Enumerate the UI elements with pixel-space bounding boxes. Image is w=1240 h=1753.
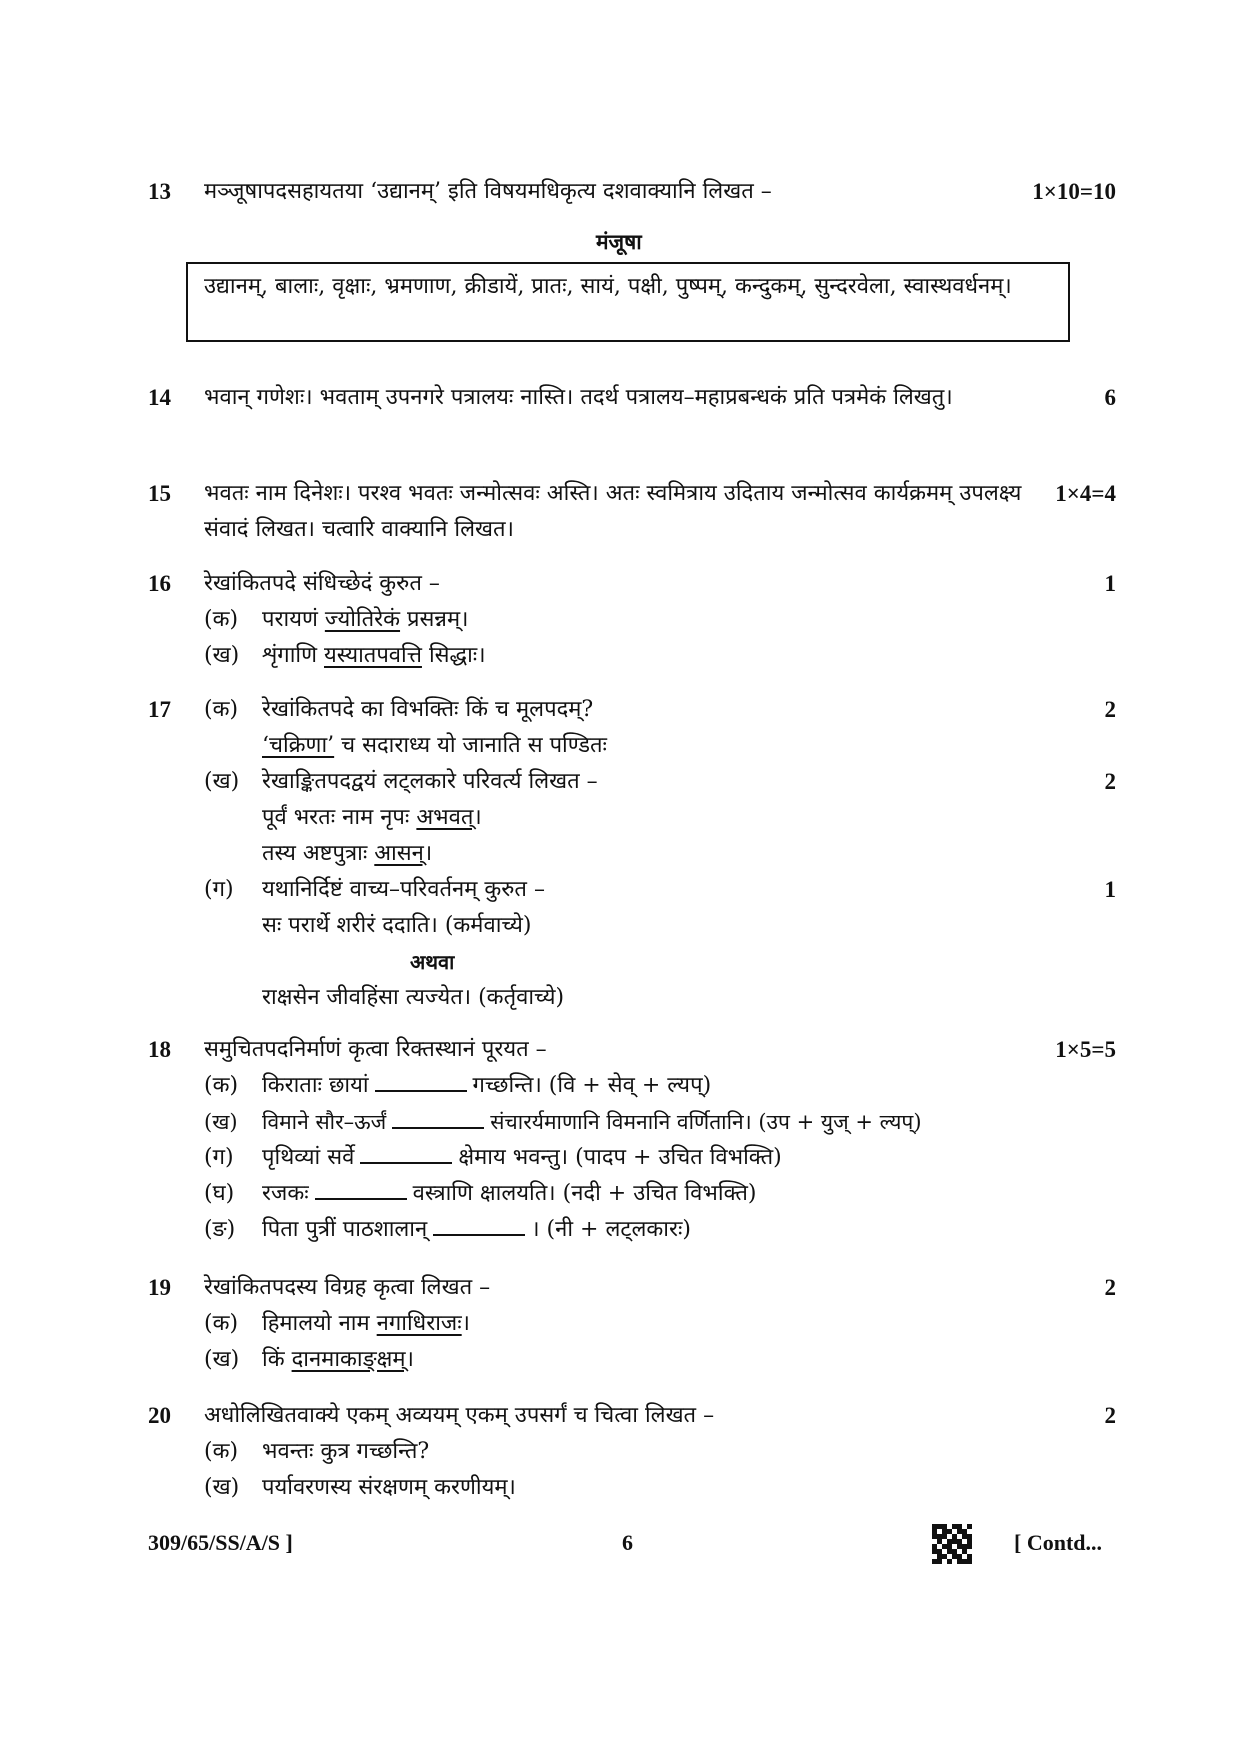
question-number: 13 [148, 179, 171, 204]
qr-code-icon [932, 1524, 972, 1564]
question-17 [148, 692, 1116, 1012]
sub-label: (ख) [204, 1475, 240, 1500]
question-text: समुचितपदनिर्माणं कृत्वा रिक्तस्थानं पूरयत – [204, 1037, 547, 1062]
or-label: अथवा [410, 950, 455, 974]
sub-item: (ङ) पिता पुत्रीं पाठशालान् । (नी + लट्लकारः) [204, 1212, 1124, 1248]
blank-line [433, 1212, 525, 1236]
question-marks: 1 [1104, 877, 1116, 902]
manjusha-box: उद्यानम्, बालाः, वृक्षाः, भ्रमणाण, क्रीडायें, प्रातः, सायं, पक्षी, पुष्पम्, कन्दुकम्, सुन्दरवेला, स्वास्थवर्धनम्। [186, 262, 1070, 342]
question-marks: 2 [1104, 769, 1116, 794]
sub-label: (क) [204, 697, 239, 722]
sub-line: राक्षसेन जीवहिंसा त्यज्येत। (कर्तृवाच्ये) [262, 985, 565, 1010]
question-13 [148, 174, 1116, 214]
question-text: भवतः नाम दिनेशः। परश्व भवतः जन्मोत्सवः अस्ति। अतः स्वमित्राय उदिताय जन्मोत्सव कार्यक्रमम् उपलक्ष्य संवादं लिखत। चत्वारि वाक्यानि लिखत। [204, 481, 1022, 542]
question-15 [148, 476, 1116, 550]
sub-label: (ग) [204, 1145, 234, 1170]
sub-line: तस्य अष्टपुत्राः आसन्। [262, 841, 433, 866]
sub-label: (ख) [204, 643, 240, 668]
blank-line [315, 1176, 407, 1200]
sub-line: सः परार्थे शरीरं ददाति। (कर्मवाच्ये) [262, 913, 532, 938]
sub-label: (ङ) [204, 1217, 236, 1242]
sub-item: (क) किराताः छायां गच्छन्ति। (वि + सेव् + ल्यप्) [204, 1068, 1124, 1104]
page-number: 6 [622, 1530, 633, 1555]
question-number: 16 [148, 571, 171, 596]
question-19 [148, 1270, 1116, 1380]
sub-item: (ख) रेखाङ्कितपदद्वयं लट्लकारे परिवर्त्य लिखत – [204, 764, 1084, 800]
sub-label: (ख) [204, 1347, 240, 1372]
question-number: 19 [148, 1275, 171, 1300]
blank-line [392, 1105, 484, 1129]
question-number: 20 [148, 1403, 171, 1428]
sub-label: (ग) [204, 877, 234, 902]
underlined-word: आसन् [374, 841, 424, 866]
question-marks: 1×4=4 [1055, 481, 1116, 506]
sub-item: (ख) पर्यावरणस्य संरक्षणम् करणीयम्। [204, 1470, 1084, 1506]
sub-item: (ख) किं दानमाकाङ्क्षम्। [204, 1342, 1084, 1378]
sub-item: (ख) विमाने सौर–ऊर्जं संचारर्यमाणानि विमनानि वर्णितानि। (उप + युज् + ल्यप्) [204, 1104, 1144, 1140]
sub-label: (घ) [204, 1181, 235, 1206]
sub-item: (ग) पृथिव्यां सर्वे क्षेमाय भवन्तु। (पादप + उचित विभक्ति) [204, 1140, 1124, 1176]
question-marks: 2 [1104, 1403, 1116, 1428]
sub-line: ‘चक्रिणा’ च सदाराध्य यो जानाति स पण्डितः [262, 733, 607, 758]
question-text: रेखांकितपदे संधिच्छेदं कुरुत – [204, 571, 440, 596]
sub-item: (क) हिमालयो नाम नगाधिराजः। [204, 1306, 1084, 1342]
sub-line: पूर्वं भरतः नाम नृपः अभवत्। [262, 805, 482, 830]
question-marks: 6 [1104, 385, 1116, 410]
sub-label: (ख) [204, 769, 240, 794]
underlined-word: ‘चक्रिणा’ [262, 733, 335, 758]
question-14 [148, 380, 1116, 454]
blank-line [375, 1068, 467, 1092]
question-text: अधोलिखितवाक्ये एकम् अव्ययम् एकम् उपसर्गं च चित्वा लिखत – [204, 1403, 715, 1428]
underlined-word: यस्यातपवत्ति [324, 643, 422, 668]
underlined-word: नगाधिराजः [376, 1311, 462, 1336]
question-text: मञ्जूषापदसहायतया ‘उद्यानम्’ इति विषयमधिकृत्य दशवाक्यानि लिखत – [204, 179, 772, 204]
sub-label: (क) [204, 1311, 239, 1336]
question-number: 17 [148, 697, 171, 722]
question-16 [148, 566, 1116, 676]
sub-item: (ख) शृंगाणि यस्यातपवत्ति सिद्धाः। [204, 638, 1084, 674]
sub-label: (ख) [204, 1110, 238, 1134]
continued-label: [ Contd... [1014, 1530, 1103, 1555]
sub-item: (क) रेखांकितपदे का विभक्तिः किं च मूलपदम्? [204, 692, 1084, 728]
manjusha-title: मंजूषा [596, 229, 642, 254]
paper-code: 309/65/SS/A/S ] [148, 1530, 293, 1555]
question-marks: 1 [1104, 571, 1116, 596]
question-number: 15 [148, 481, 171, 506]
underlined-word: ज्योतिरेकं [324, 607, 401, 632]
question-marks: 2 [1104, 1275, 1116, 1300]
question-marks: 1×10=10 [1032, 179, 1116, 204]
sub-label: (क) [204, 1439, 239, 1464]
question-text: रेखांकितपदस्य विग्रह कृत्वा लिखत – [204, 1275, 491, 1300]
blank-line [360, 1140, 452, 1164]
question-number: 18 [148, 1037, 171, 1062]
question-18 [148, 1032, 1116, 1242]
underlined-word: दानमाकाङ्क्षम् [291, 1347, 406, 1372]
question-marks: 2 [1104, 697, 1116, 722]
question-text: भवान् गणेशः। भवताम् उपनगरे पत्रालयः नास्ति। तदर्थ पत्रालय–महाप्रबन्धकं प्रति पत्रमेकं लिखतु। [204, 385, 953, 410]
sub-item: (क) परायणं ज्योतिरेकं प्रसन्नम्। [204, 602, 1084, 638]
sub-label: (क) [204, 1073, 239, 1098]
sub-item: (घ) रजकः वस्त्राणि क्षालयति। (नदी + उचित विभक्ति) [204, 1176, 1124, 1212]
question-number: 14 [148, 385, 171, 410]
sub-item: (क) भवन्तः कुत्र गच्छन्ति? [204, 1434, 1084, 1470]
question-marks: 1×5=5 [1055, 1037, 1116, 1062]
sub-item: (ग) यथानिर्दिष्टं वाच्य–परिवर्तनम् कुरुत – [204, 872, 1084, 908]
sub-label: (क) [204, 607, 239, 632]
question-20 [148, 1398, 1116, 1508]
underlined-word: अभवत् [416, 805, 474, 830]
